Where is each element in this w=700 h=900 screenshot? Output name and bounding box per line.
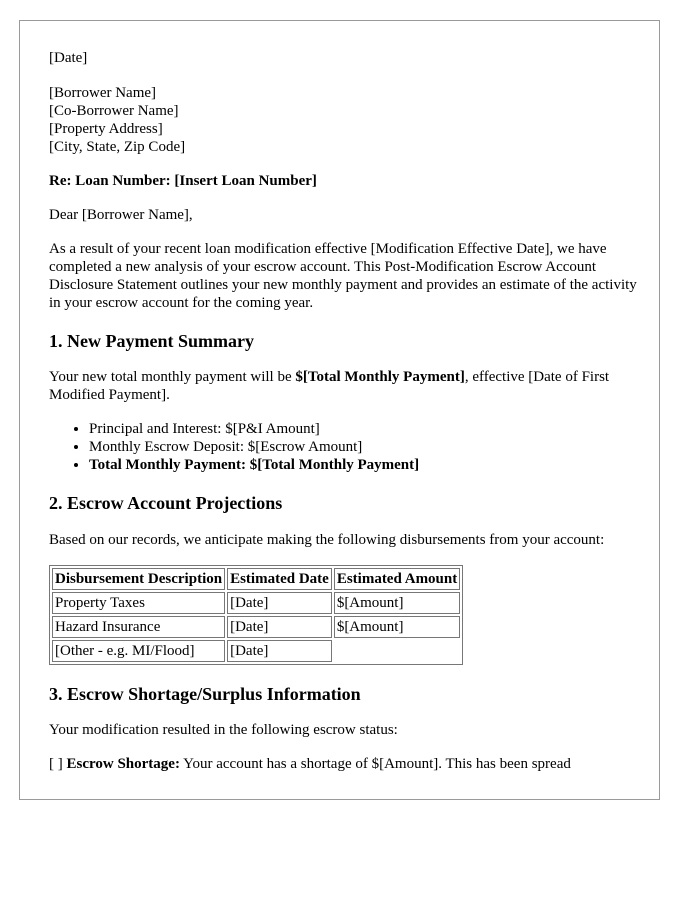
address-line: [Co-Borrower Name] xyxy=(49,103,179,119)
column-header: Estimated Date xyxy=(227,568,332,590)
re-line: Re: Loan Number: [Insert Loan Number] xyxy=(49,173,317,189)
escrow-status-text: Your modification resulted in the following escrow status: xyxy=(49,722,398,738)
column-header: Estimated Amount xyxy=(334,568,460,590)
list-item: • Monthly Escrow Deposit: $[Escrow Amount] xyxy=(89,438,639,456)
table-row xyxy=(52,616,460,638)
table-cell: $[Amount] xyxy=(334,616,460,638)
table-cell-empty xyxy=(334,640,460,662)
section-heading-payment-summary: 1. New Payment Summary xyxy=(49,331,254,351)
table-cell: Property Taxes xyxy=(52,592,225,614)
list-item: • Principal and Interest: $[P&I Amount] xyxy=(89,420,639,438)
greeting: Dear [Borrower Name], xyxy=(49,207,193,223)
letter-content xyxy=(49,21,639,773)
table-cell: $[Amount] xyxy=(334,592,460,614)
payment-summary-text xyxy=(49,368,639,404)
checkbox-placeholder: [ ] xyxy=(49,756,63,772)
section-heading-escrow-projections: 2. Escrow Account Projections xyxy=(49,493,283,513)
address-line: [City, State, Zip Code] xyxy=(49,139,186,155)
letter-date: [Date] xyxy=(49,50,88,66)
table-cell: [Date] xyxy=(227,592,332,614)
table-cell: [Other - e.g. MI/Flood] xyxy=(52,640,225,662)
table-cell: Hazard Insurance xyxy=(52,616,225,638)
payment-suffix: , effective [Date of First Modified Payment]. xyxy=(49,369,610,403)
column-header: Disbursement Description xyxy=(52,568,225,590)
shortage-label: Escrow Shortage: xyxy=(66,756,180,772)
payment-prefix: Your new total monthly payment will be xyxy=(49,369,296,385)
address-line: [Borrower Name] xyxy=(49,85,157,101)
escrow-shortage-option xyxy=(49,755,639,773)
table-header-row xyxy=(52,568,460,590)
letter-page xyxy=(19,20,660,800)
table-cell: [Date] xyxy=(227,640,332,662)
address-block xyxy=(49,84,639,156)
payment-amount: $[Total Monthly Payment] xyxy=(295,369,465,385)
section-heading-shortage-surplus: 3. Escrow Shortage/Surplus Information xyxy=(49,684,361,704)
payment-breakdown-list xyxy=(49,420,639,474)
shortage-text: Your account has a shortage of $[Amount]. This has been spread xyxy=(179,756,571,772)
table-cell: [Date] xyxy=(227,616,332,638)
table-row xyxy=(52,640,460,662)
intro-paragraph: As a result of your recent loan modification effective [Modification Effective Date], we have completed a new analysis of your escrow account. This Post-Modification Escrow Account Disclosure Statement outlines your new monthly payment and provides an estimate of the activity in your escrow account for the coming year. xyxy=(49,241,637,311)
projections-text: Based on our records, we anticipate making the following disbursements from your account: xyxy=(49,532,605,548)
disbursement-table xyxy=(49,565,463,665)
list-item: • Total Monthly Payment: $[Total Monthly Payment] xyxy=(89,456,639,474)
table-row xyxy=(52,592,460,614)
address-line: [Property Address] xyxy=(49,121,163,137)
